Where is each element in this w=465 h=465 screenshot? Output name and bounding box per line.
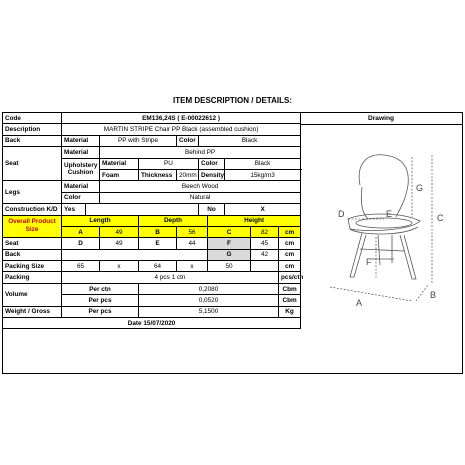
drawing-letter-d: D — [338, 209, 345, 219]
row-back — [3, 135, 301, 146]
label-weight: Weight / Gross — [3, 306, 62, 317]
row-packing-size — [3, 261, 301, 272]
label-back-size: Back — [3, 249, 62, 260]
value-f: 45 — [251, 238, 279, 249]
label-code: Code — [3, 113, 62, 124]
row-code — [3, 113, 301, 124]
label-length: Length — [62, 215, 139, 226]
value-a: 49 — [100, 226, 139, 237]
label-overall-size: Overall Product Size — [3, 215, 62, 238]
label-height: Height — [208, 215, 301, 226]
label-foam: Foam — [100, 169, 139, 180]
value-back-color: Black — [199, 135, 301, 146]
drawing-letter-b: B — [430, 290, 437, 300]
unit-back: cm — [279, 249, 301, 260]
label-upholstery-color: Color — [199, 158, 225, 169]
value-g: 42 — [251, 249, 279, 260]
drawing-letter-g: G — [416, 183, 424, 193]
unit-seat: cm — [279, 238, 301, 249]
label-upholstery-cushion: Upholstery Cushion — [62, 158, 100, 181]
row-seat-material — [3, 147, 301, 158]
label-legs: Legs — [3, 181, 62, 204]
row-packing — [3, 272, 301, 283]
label-back: Back — [3, 135, 62, 146]
letter-g: G — [208, 249, 251, 260]
value-c: 82 — [251, 226, 279, 237]
value-kd-no: X — [225, 204, 301, 215]
letter-a: A — [62, 226, 100, 237]
unit-packing: pcs/ctn — [279, 272, 301, 283]
value-pack-width: 64 — [139, 261, 177, 272]
chair-drawing — [300, 125, 463, 308]
value-vol-per-pcs: 0,0520 — [139, 295, 279, 306]
blank-back-size — [62, 249, 208, 260]
unit-overall: cm — [279, 226, 301, 237]
value-legs-color: Natural — [100, 192, 301, 203]
label-kd-no: No — [199, 204, 225, 215]
label-vol-per-pcs: Per pcs — [62, 295, 139, 306]
label-packing: Packing — [3, 272, 62, 283]
value-d: 49 — [100, 238, 139, 249]
label-upholstery-material: Material — [100, 158, 139, 169]
value-code: EM136,24S ( E-00022612 ) — [62, 113, 301, 124]
letter-d: D — [62, 238, 100, 249]
value-vol-per-ctn: 0,2080 — [139, 283, 279, 294]
value-packing: 4 pcs 1 ctn — [62, 272, 279, 283]
value-kd-yes — [86, 204, 199, 215]
drawing-header: Drawing — [300, 112, 463, 125]
label-depth: Depth — [139, 215, 208, 226]
label-thickness: Thickness — [139, 169, 177, 180]
page-title: ITEM DESCRIPTION / DETAILS: — [173, 96, 292, 105]
value-density: 15kg/m3 — [225, 169, 301, 180]
drawing-area — [300, 125, 463, 374]
label-seat: Seat — [3, 147, 62, 181]
drawing-letter-a: A — [356, 298, 363, 308]
drawing-letter-c: C — [437, 213, 444, 223]
row-seat-size — [3, 238, 301, 249]
label-back-material: Material — [62, 135, 100, 146]
label-kd-yes: Yes — [62, 204, 86, 215]
letter-f: F — [208, 238, 251, 249]
row-legs-material — [3, 181, 301, 192]
spec-table — [2, 112, 304, 329]
value-pack-length: 65 — [62, 261, 100, 272]
letter-e: E — [139, 238, 177, 249]
value-upholstery-material: PU — [139, 158, 199, 169]
times-1: x — [100, 261, 139, 272]
label-volume: Volume — [3, 283, 62, 306]
chair-leg-front-left — [350, 233, 366, 277]
value-b: 56 — [177, 226, 208, 237]
chair-cushion — [356, 218, 412, 228]
value-upholstery-color: Black — [225, 158, 301, 169]
row-date — [3, 318, 301, 329]
unit-vol-pcs: Cbm — [279, 295, 301, 306]
drawing-letter-f: F — [366, 257, 372, 267]
unit-vol-ctn: Cbm — [279, 283, 301, 294]
label-description: Description — [3, 124, 62, 135]
label-legs-material: Material — [62, 181, 100, 192]
label-vol-per-ctn: Per ctn — [62, 283, 139, 294]
value-e: 44 — [177, 238, 208, 249]
letter-c: C — [208, 226, 251, 237]
row-back-size — [3, 249, 301, 260]
label-weight-per-pcs: Per pcs — [62, 306, 139, 317]
value-legs-material: Beech Wood — [100, 181, 301, 192]
value-description: MARTIN STRIPE Chair PP Black (assembled cushion) — [62, 124, 301, 135]
chair-leg-front-right — [400, 235, 416, 279]
label-packing-size: Packing Size — [3, 261, 62, 272]
times-2: x — [177, 261, 208, 272]
label-density: Density — [199, 169, 225, 180]
value-seat-material: Behind PP — [100, 147, 301, 158]
row-volume-ctn — [3, 283, 301, 294]
value-weight: 5,1500 — [139, 306, 279, 317]
label-legs-color: Color — [62, 192, 100, 203]
label-kd: Construction K/D — [3, 204, 62, 215]
letter-b: B — [139, 226, 177, 237]
value-back-material: PP with Stripe — [100, 135, 177, 146]
chair-backrest — [359, 155, 408, 217]
row-kd — [3, 204, 301, 215]
value-pack-height: 50 — [208, 261, 251, 272]
unit-pack: cm — [279, 261, 301, 272]
row-weight — [3, 306, 301, 317]
blank-pack — [251, 261, 279, 272]
drawing-letter-e: E — [386, 209, 393, 219]
label-back-color: Color — [177, 135, 199, 146]
label-seat-size: Seat — [3, 238, 62, 249]
value-thickness: 20mm — [177, 169, 199, 180]
row-description — [3, 124, 301, 135]
value-date: Date 15/07/2020 — [3, 318, 301, 329]
row-overall-head — [3, 215, 301, 226]
label-seat-material: Material — [62, 147, 100, 158]
unit-weight: Kg — [279, 306, 301, 317]
